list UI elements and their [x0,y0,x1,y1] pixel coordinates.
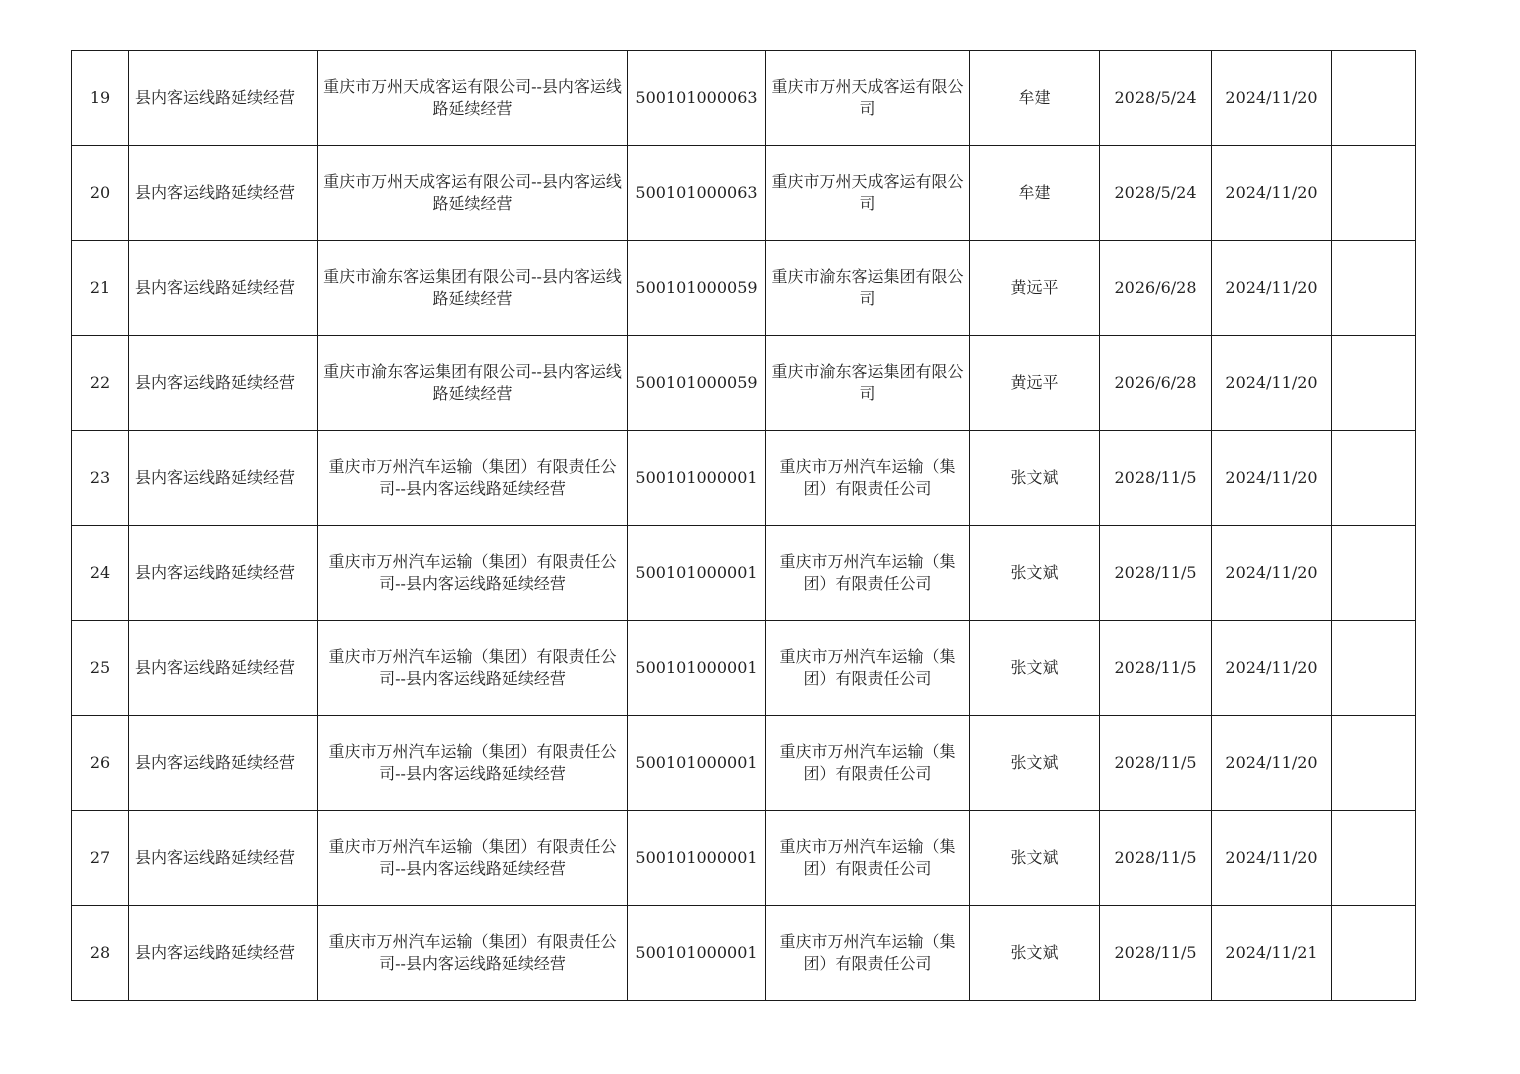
table-row [72,811,1416,906]
item-name: 县内客运线路延续经营 [129,906,318,1001]
item-name: 县内客运线路延续经营 [129,146,318,241]
table-row [72,146,1416,241]
expiry-date: 2028/5/24 [1100,51,1212,146]
company-name: 重庆市万州汽车运输（集团）有限责任公司 [766,716,970,811]
remark [1332,906,1416,1001]
license-code: 500101000059 [628,336,766,431]
expiry-date: 2026/6/28 [1100,336,1212,431]
company-name: 重庆市万州汽车运输（集团）有限责任公司 [766,621,970,716]
table-row [72,51,1416,146]
table-row [72,241,1416,336]
row-number: 24 [72,526,129,621]
license-code: 500101000059 [628,241,766,336]
remark [1332,51,1416,146]
decision-date: 2024/11/20 [1212,51,1332,146]
license-code: 500101000001 [628,716,766,811]
item-name: 县内客运线路延续经营 [129,336,318,431]
item-name: 县内客运线路延续经营 [129,526,318,621]
legal-representative: 张文斌 [970,621,1100,716]
decision-date: 2024/11/20 [1212,431,1332,526]
decision-date: 2024/11/20 [1212,146,1332,241]
decision-date: 2024/11/20 [1212,716,1332,811]
company-name: 重庆市万州汽车运输（集团）有限责任公司 [766,526,970,621]
company-name: 重庆市万州汽车运输（集团）有限责任公司 [766,811,970,906]
legal-representative: 黄远平 [970,336,1100,431]
company-name: 重庆市万州天成客运有限公司 [766,146,970,241]
row-number: 28 [72,906,129,1001]
decision-date: 2024/11/20 [1212,241,1332,336]
expiry-date: 2028/5/24 [1100,146,1212,241]
row-number: 27 [72,811,129,906]
remark [1332,811,1416,906]
row-number: 20 [72,146,129,241]
remark [1332,716,1416,811]
decision-date: 2024/11/20 [1212,336,1332,431]
table-row [72,431,1416,526]
row-number: 23 [72,431,129,526]
project-name: 重庆市万州天成客运有限公司--县内客运线路延续经营 [318,146,628,241]
license-code: 500101000063 [628,146,766,241]
item-name: 县内客运线路延续经营 [129,621,318,716]
license-code: 500101000001 [628,811,766,906]
table-row [72,336,1416,431]
decision-date: 2024/11/20 [1212,811,1332,906]
row-number: 25 [72,621,129,716]
license-code: 500101000001 [628,906,766,1001]
expiry-date: 2028/11/5 [1100,906,1212,1001]
project-name: 重庆市渝东客运集团有限公司--县内客运线路延续经营 [318,336,628,431]
project-name: 重庆市万州汽车运输（集团）有限责任公司--县内客运线路延续经营 [318,811,628,906]
remark [1332,336,1416,431]
table-row [72,906,1416,1001]
item-name: 县内客运线路延续经营 [129,811,318,906]
expiry-date: 2028/11/5 [1100,811,1212,906]
table-row [72,621,1416,716]
remark [1332,526,1416,621]
table-row [72,716,1416,811]
project-name: 重庆市万州汽车运输（集团）有限责任公司--县内客运线路延续经营 [318,906,628,1001]
license-code: 500101000063 [628,51,766,146]
legal-representative: 牟建 [970,146,1100,241]
expiry-date: 2028/11/5 [1100,621,1212,716]
row-number: 21 [72,241,129,336]
legal-representative: 张文斌 [970,906,1100,1001]
project-name: 重庆市万州汽车运输（集团）有限责任公司--县内客运线路延续经营 [318,621,628,716]
decision-date: 2024/11/20 [1212,621,1332,716]
remark [1332,621,1416,716]
legal-representative: 牟建 [970,51,1100,146]
expiry-date: 2028/11/5 [1100,431,1212,526]
decision-date: 2024/11/21 [1212,906,1332,1001]
project-name: 重庆市万州汽车运输（集团）有限责任公司--县内客运线路延续经营 [318,431,628,526]
company-name: 重庆市渝东客运集团有限公司 [766,336,970,431]
project-name: 重庆市万州汽车运输（集团）有限责任公司--县内客运线路延续经营 [318,526,628,621]
legal-representative: 张文斌 [970,811,1100,906]
item-name: 县内客运线路延续经营 [129,431,318,526]
table-row [72,526,1416,621]
company-name: 重庆市渝东客运集团有限公司 [766,241,970,336]
remark [1332,431,1416,526]
project-name: 重庆市万州汽车运输（集团）有限责任公司--县内客运线路延续经营 [318,716,628,811]
legal-representative: 张文斌 [970,526,1100,621]
company-name: 重庆市万州天成客运有限公司 [766,51,970,146]
company-name: 重庆市万州汽车运输（集团）有限责任公司 [766,431,970,526]
expiry-date: 2028/11/5 [1100,526,1212,621]
license-code: 500101000001 [628,621,766,716]
legal-representative: 黄远平 [970,241,1100,336]
license-table [71,50,1416,1001]
row-number: 22 [72,336,129,431]
expiry-date: 2028/11/5 [1100,716,1212,811]
row-number: 19 [72,51,129,146]
remark [1332,146,1416,241]
company-name: 重庆市万州汽车运输（集团）有限责任公司 [766,906,970,1001]
license-code: 500101000001 [628,431,766,526]
remark [1332,241,1416,336]
item-name: 县内客运线路延续经营 [129,716,318,811]
item-name: 县内客运线路延续经营 [129,241,318,336]
project-name: 重庆市渝东客运集团有限公司--县内客运线路延续经营 [318,241,628,336]
license-code: 500101000001 [628,526,766,621]
expiry-date: 2026/6/28 [1100,241,1212,336]
decision-date: 2024/11/20 [1212,526,1332,621]
row-number: 26 [72,716,129,811]
legal-representative: 张文斌 [970,716,1100,811]
item-name: 县内客运线路延续经营 [129,51,318,146]
legal-representative: 张文斌 [970,431,1100,526]
project-name: 重庆市万州天成客运有限公司--县内客运线路延续经营 [318,51,628,146]
